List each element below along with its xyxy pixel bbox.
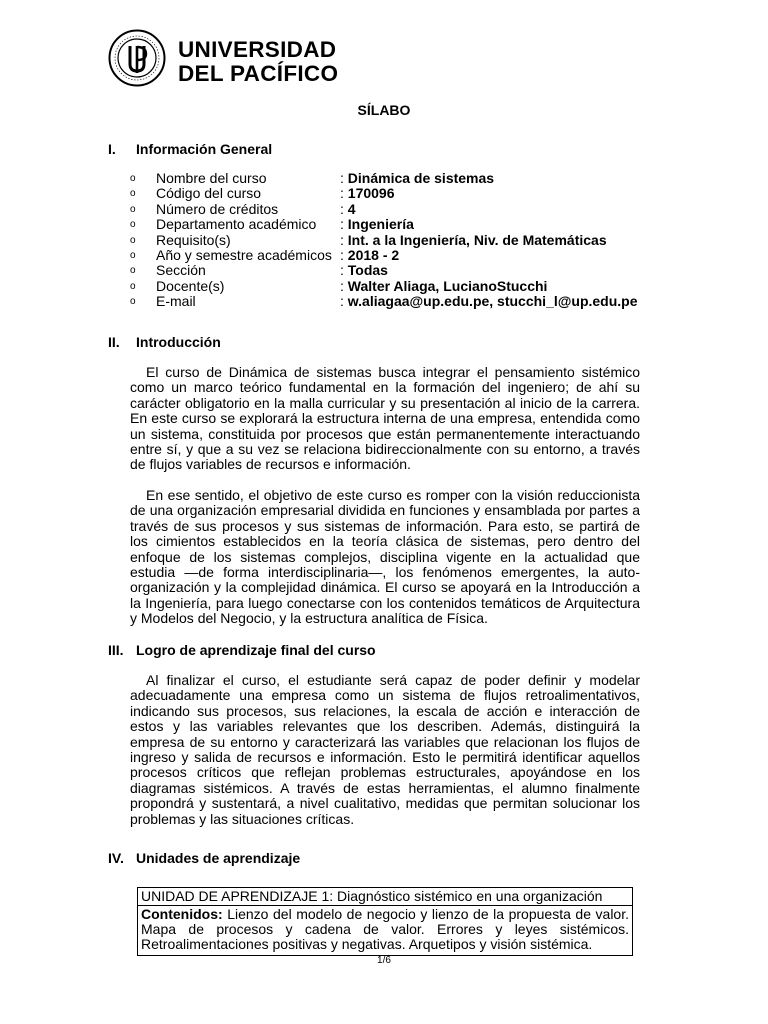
section-number: III. <box>108 642 124 658</box>
info-label: Año y semestre académicos <box>156 246 332 263</box>
bullet-icon: o <box>130 188 136 200</box>
section-title: Información General <box>136 141 273 157</box>
info-value: : Todas <box>340 263 388 278</box>
info-label: Nombre del curso <box>156 170 267 186</box>
learning-unit-table <box>137 887 633 956</box>
info-value: : w.aliagaa@up.edu.pe, stucchi_l@up.edu.pe <box>340 294 638 309</box>
paragraph-text: En ese sentido, el objetivo de este curso es romper con la visión reduccionista de una organización empresarial dividida en funciones y ensamblada por partes a través de sus procesos y sus sistemas de información. Para esto, se partirá de los cimientos establecidos en la teoría clásica de sistemas, pero dentro del enfoque de los sistemas complejos, disciplina vigente en la actualidad que estudia —de forma interdisciplinaria—, los fenómenos emergentes, la auto-organización y la complejidad dinámica. El curso se apoyará en la Introducción a la Ingeniería, para luego conectarse con los contenidos temáticos de Arquitectura y Modelos del Negocio, y la estructura analítica de Física. <box>130 487 640 627</box>
info-value: : 4 <box>340 202 356 217</box>
info-value: : Walter Aliaga, LucianoStucchi <box>340 279 547 294</box>
contents-text: Lienzo del modelo de negocio y lienzo de la propuesta de valor. Mapa de procesos y cadena de valor. Errores y leyes sistémicos. Retroalimentaciones positivas y negativas. Arquetipos y visión sistémica. <box>141 906 629 953</box>
section-title: Logro de aprendizaje final del curso <box>136 642 376 658</box>
learning-outcome-paragraph <box>130 673 640 827</box>
bullet-icon: o <box>130 234 136 246</box>
section-title: Introducción <box>136 334 221 350</box>
info-value: : 2018 - 2 <box>340 248 399 263</box>
bullet-icon: o <box>130 280 136 292</box>
bullet-icon: o <box>130 219 136 231</box>
section-heading-1 <box>108 141 272 157</box>
brand-line-2: DEL PACÍFICO <box>178 61 339 86</box>
learning-unit-contents <box>138 906 632 955</box>
university-brand <box>178 38 338 86</box>
brand-line-1: UNIVERSIDAD <box>178 37 337 62</box>
info-value: : 170096 <box>340 186 395 201</box>
university-seal-icon <box>108 29 166 87</box>
info-label: Código del curso <box>156 185 262 202</box>
bullet-icon: o <box>130 265 136 277</box>
intro-paragraph-1 <box>130 365 640 473</box>
section-heading-4 <box>108 850 300 866</box>
info-label: Docente(s) <box>156 277 225 294</box>
section-title: Unidades de aprendizaje <box>136 850 301 866</box>
page-number: 1/6 <box>377 955 391 966</box>
info-label: E-mail <box>156 293 196 310</box>
intro-paragraph-2 <box>130 488 640 627</box>
info-label: Número de créditos <box>156 200 279 217</box>
document-title: SÍLABO <box>357 102 411 118</box>
bullet-icon: o <box>130 173 136 184</box>
paragraph-text: Al finalizar el curso, el estudiante será capaz de poder definir y modelar adecuadamente una empresa como un sistema de flujos retroalimentativos, indicando sus procesos, sus relaciones, la escala de acción e interacción de estos y las variables relevantes que los describen. Además, distinguirá la empresa de su entorno y caracterizará las variables que relacionan los flujos de ingreso y salida de recursos e información. Esto le permitirá identificar aquellos procesos críticos que reflejan problemas estructurales, apoyándose en los diagramas sistémicos. A través de estas herramientas, el alumno finalmente propondrá y sustentará, a nivel cualitativo, medidas que permitan solucionar los problemas y las situaciones críticas. <box>130 672 640 827</box>
section-number: I. <box>108 141 116 157</box>
info-value: : Ingeniería <box>340 217 414 232</box>
section-heading-2 <box>108 334 221 350</box>
section-number: IV. <box>108 850 124 866</box>
learning-unit-header: UNIDAD DE APRENDIZAJE 1: Diagnóstico sistémico en una organización <box>138 888 632 906</box>
info-label: Sección <box>156 262 206 279</box>
info-value: : Int. a la Ingeniería, Niv. de Matemáticas <box>340 233 607 248</box>
info-label: Departamento académico <box>156 216 317 233</box>
info-label: Requisito(s) <box>156 231 231 248</box>
info-value: : Dinámica de sistemas <box>340 171 494 186</box>
bullet-icon: o <box>130 296 136 308</box>
bullet-icon: o <box>130 249 136 261</box>
section-number: II. <box>108 334 120 350</box>
section-heading-3 <box>108 642 376 658</box>
contents-label: Contenidos: <box>141 906 223 922</box>
paragraph-text: El curso de Dinámica de sistemas busca integrar el pensamiento sistémico como un marco teórico fundamental en la formación del ingeniero; de ahí su carácter obligatorio en la malla curricular y su presentación al inicio de la carrera. En este curso se explorará la estructura interna de una empresa, entendida como un sistema, constituida por procesos que están permanentemente interactuando entre sí, y que a su vez se relaciona bidireccionalmente con su entorno, a través de flujos variables de recursos e información. <box>130 364 640 473</box>
bullet-icon: o <box>130 203 136 215</box>
